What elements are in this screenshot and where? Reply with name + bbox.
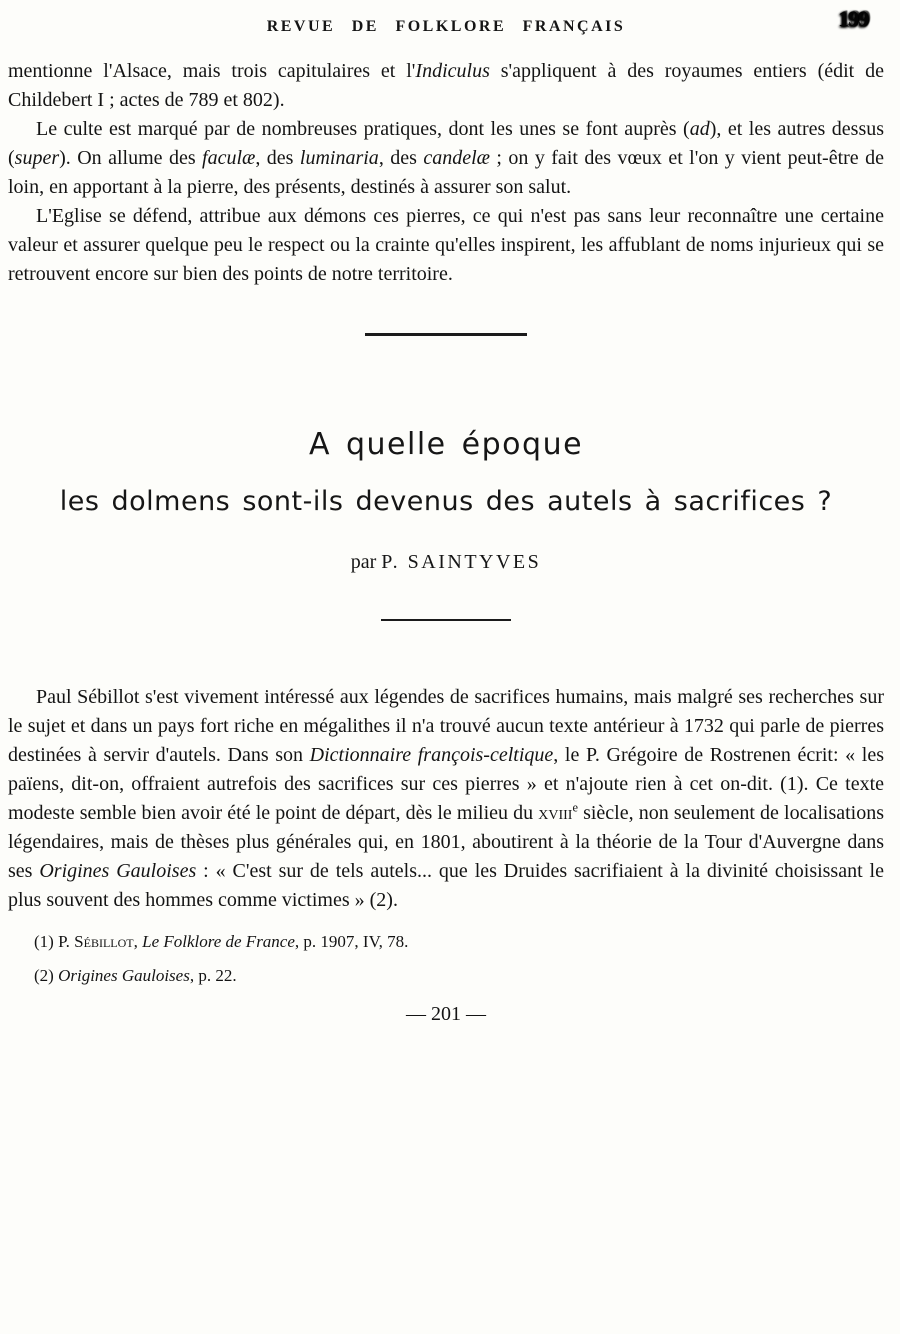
- text-run: Indiculus: [415, 60, 490, 82]
- article-body-text: [8, 683, 884, 915]
- page-number-bottom: — 201 —: [406, 1003, 486, 1025]
- text-run: , des: [255, 147, 300, 169]
- text-run: super: [14, 147, 60, 169]
- text-run: , des: [378, 147, 424, 169]
- text-run: Paul Sébillot s'est vivement intéressé aux légendes de sacrifices humains, mais malgré ses recherches sur le sujet et dans un pays fort riche en mégalithes il n'a trouvé aucun texte antérieur à 1732 qui parle de pierres destinées à servir d'autels. Dans son: [8, 686, 884, 766]
- byline-divider: [381, 619, 511, 621]
- paragraph: [8, 683, 884, 915]
- text-run: ; on y fait des vœux et l'on y vient peut-être de loin, en apportant à la pierre, des présents, destinés à assurer son salut.: [8, 147, 884, 198]
- text-run: (2): [34, 966, 59, 985]
- byline-author-name: P. SAINTYVES: [381, 551, 542, 573]
- paragraph: [8, 963, 884, 988]
- text-run: faculæ: [202, 147, 256, 169]
- intro-continuation-text: [8, 57, 884, 289]
- text-run: , le P. Grégoire de Rostrenen écrit: « les païens, dit-on, offraient autrefois des sacrifices sur ces pierres » et n'ajoute rien à cet on-dit. (1). Ce texte modeste semble bien avoir été le point de départ, dès le milieu du: [8, 744, 885, 824]
- text-run: Le culte est marqué par de nombreuses pratiques, dont les unes se font auprès (: [36, 118, 690, 140]
- text-run: mentionne l'Alsace, mais trois capitulaires et l': [8, 60, 416, 82]
- text-run: L'Eglise se défend, attribue aux démons ces pierres, ce qui n'est pas sans leur reconnaître une certaine valeur et assurer quelque peu le respect ou la crainte qu'elles inspirent, les affublant de noms injurieux qui se retrouvent encore sur bien des points de notre territoire.: [8, 205, 884, 285]
- journal-title: REVUE DE FOLKLORE FRANÇAIS: [266, 18, 626, 35]
- section-divider-top: [365, 333, 527, 336]
- text-run: Le Folklore de France: [142, 932, 295, 951]
- text-run: Origines Gauloises: [39, 860, 197, 882]
- text-run: Dictionnaire françois-celtique: [309, 744, 554, 766]
- text-run: ,: [133, 932, 143, 951]
- text-run: Sébillot: [74, 932, 134, 951]
- article-title-line2: les dolmens sont-ils devenus des autels à sacrifices ?: [59, 486, 833, 517]
- text-run: , p. 22.: [189, 966, 237, 985]
- article-title-line1: A quelle époque: [308, 427, 584, 462]
- text-run: : « C'est sur de tels autels... que les Druides sacrifiaient à la divinité choisissant le plus souvent des hommes comme victimes » (2).: [8, 860, 884, 911]
- article-byline: [8, 548, 884, 577]
- text-run: e: [572, 800, 578, 815]
- text-run: ). On allume des: [59, 147, 203, 169]
- page-header: [8, 6, 884, 41]
- article-title: [8, 428, 884, 518]
- paragraph: [8, 929, 884, 954]
- byline-prefix: par: [350, 551, 377, 573]
- text-run: , p. 1907, IV, 78.: [294, 932, 409, 951]
- text-run: ad: [689, 118, 710, 140]
- text-run: s'appliquent à des royaumes entiers (édit de Childebert I ; actes de 789 et 802).: [8, 60, 884, 111]
- text-run: (1) P.: [34, 932, 75, 951]
- text-run: Origines Gauloises: [58, 966, 190, 985]
- paragraph: [8, 57, 884, 115]
- text-run: siècle, non seulement de localisations légendaires, mais de thèses plus générales qui, en 1801, aboutirent à la théorie de la Tour d'Auvergne dans ses: [8, 802, 884, 882]
- paragraph: [8, 202, 884, 289]
- footnotes: [8, 929, 884, 988]
- paragraph: [8, 115, 884, 202]
- text-run: ), et les autres dessus (: [8, 118, 885, 169]
- text-run: luminaria: [299, 147, 379, 169]
- page-footer: [8, 1000, 884, 1029]
- page-number-smudge: 199: [838, 6, 868, 31]
- text-run: xviii: [538, 802, 573, 824]
- text-run: candelæ: [423, 147, 490, 169]
